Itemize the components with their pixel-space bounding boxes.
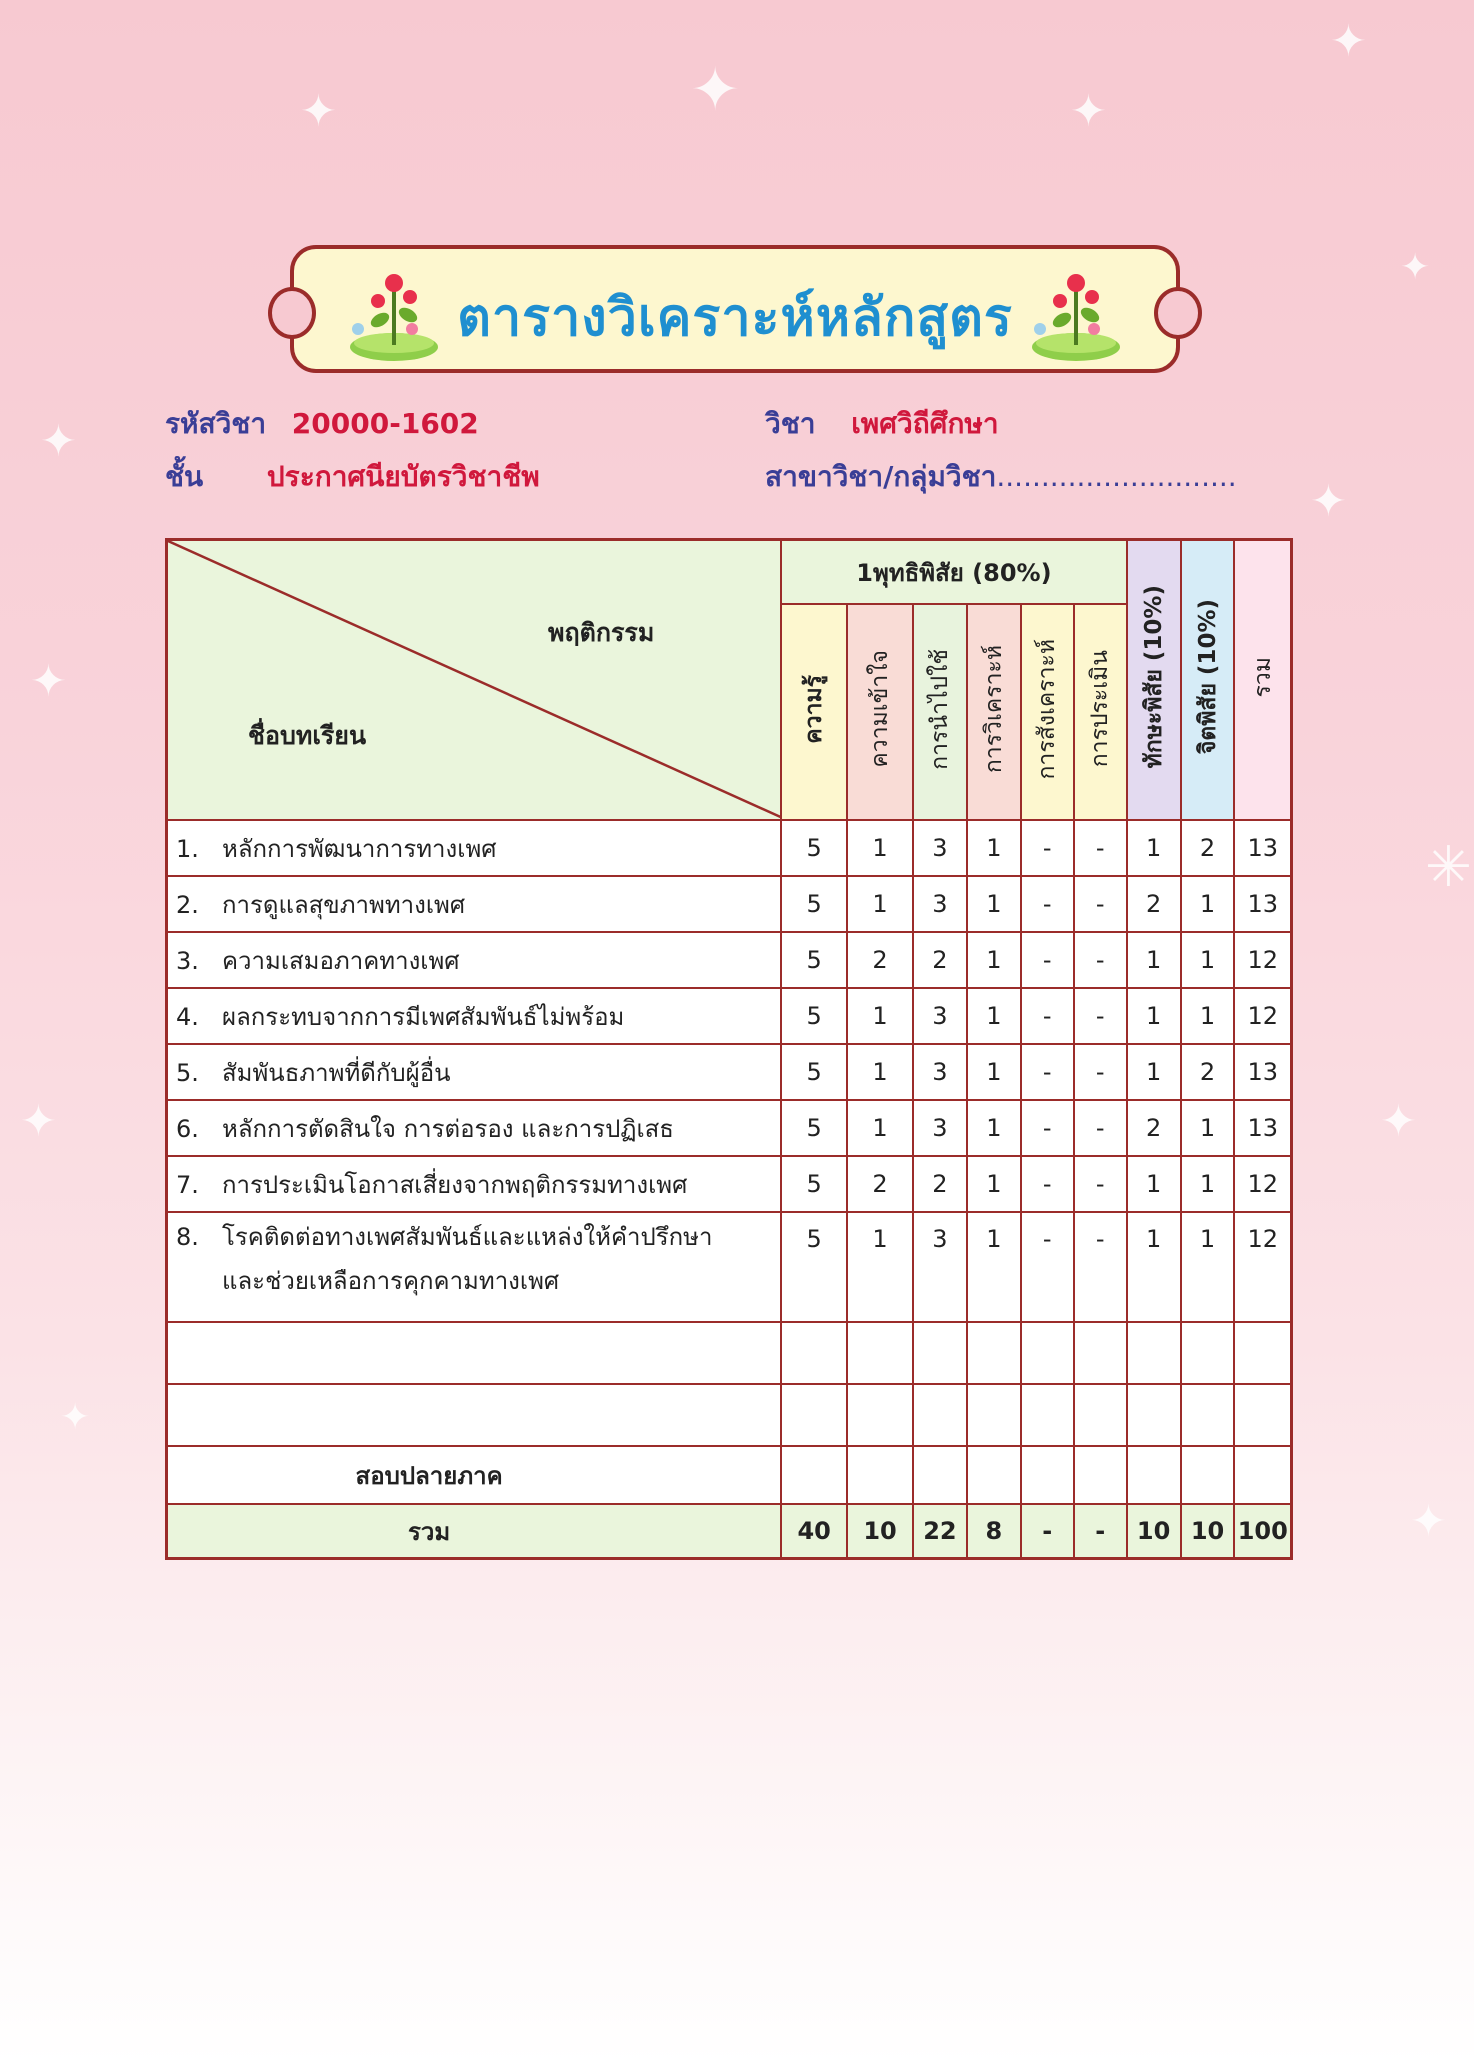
lesson-title-cell — [167, 876, 782, 932]
table-row — [167, 876, 1292, 932]
score-cell: 1 — [847, 988, 913, 1044]
table-row — [167, 1384, 1292, 1446]
score-cell: 2 — [1181, 820, 1235, 876]
score-cell: 1 — [967, 1156, 1021, 1212]
lesson-number: 5. — [176, 1058, 199, 1087]
score-cell: 1 — [967, 1044, 1021, 1100]
score-cell: 13 — [1234, 820, 1291, 876]
sparkle-icon: ✦ — [20, 1096, 57, 1147]
total-cell: - — [1074, 1504, 1127, 1559]
lesson-title: โรคติดต่อทางเพศสัมพันธ์และแหล่งให้คำปรึกษา — [222, 1223, 713, 1251]
score-cell: 1 — [967, 876, 1021, 932]
sparkle-icon: ✦ — [40, 416, 77, 467]
score-cell: 12 — [1234, 932, 1291, 988]
col-header-understanding: ความเข้าใจ — [847, 604, 913, 820]
total-cell: 10 — [847, 1504, 913, 1559]
score-cell: 12 — [1234, 1212, 1291, 1322]
col-header-evaluation: การประเมิน — [1074, 604, 1127, 820]
score-cell: - — [1021, 820, 1074, 876]
score-cell: - — [1021, 988, 1074, 1044]
sparkle-icon: ✦ — [30, 656, 67, 707]
lesson-title: การประเมินโอกาสเสี่ยงจากพฤติกรรมทางเพศ — [222, 1170, 688, 1199]
score-cell: 12 — [1234, 1156, 1291, 1212]
score-cell: - — [1021, 876, 1074, 932]
title-banner — [290, 245, 1180, 373]
score-cell: 1 — [1127, 988, 1181, 1044]
score-cell: - — [1074, 876, 1127, 932]
score-cell: 3 — [913, 876, 967, 932]
score-cell: - — [1074, 932, 1127, 988]
table-row — [167, 1156, 1292, 1212]
lesson-title-cell — [167, 1156, 782, 1212]
corner-header-cell — [167, 540, 782, 821]
lesson-title-cell — [167, 1100, 782, 1156]
score-cell: 1 — [967, 932, 1021, 988]
col-header-application: การนำไปใช้ — [913, 604, 967, 820]
score-cell: - — [1074, 820, 1127, 876]
score-cell: - — [1074, 1156, 1127, 1212]
table-row — [167, 1322, 1292, 1384]
score-cell: 13 — [1234, 876, 1291, 932]
lesson-title-cell — [167, 932, 782, 988]
score-cell: 3 — [913, 988, 967, 1044]
lesson-title: สัมพันธภาพที่ดีกับผู้อื่น — [222, 1058, 451, 1087]
total-cell: 8 — [967, 1504, 1021, 1559]
final-exam-label: สอบปลายภาค — [167, 1446, 782, 1504]
score-cell: 1 — [1127, 820, 1181, 876]
score-cell: 5 — [781, 876, 847, 932]
score-cell: 1 — [1127, 1044, 1181, 1100]
score-cell: - — [1074, 1212, 1127, 1322]
subject-label: วิชา — [765, 407, 816, 440]
score-cell: 5 — [781, 1156, 847, 1212]
table-row — [167, 1044, 1292, 1100]
score-cell: 1 — [1181, 1156, 1235, 1212]
branch-label: สาขาวิชา/กลุ่มวิชา — [765, 460, 997, 493]
score-cell: 3 — [913, 1100, 967, 1156]
score-cell: 1 — [847, 1212, 913, 1322]
score-cell: 1 — [967, 820, 1021, 876]
sparkle-icon: ✦ — [300, 86, 337, 137]
total-cell: 100 — [1234, 1504, 1291, 1559]
score-cell: 1 — [967, 1100, 1021, 1156]
score-cell: 1 — [847, 820, 913, 876]
score-cell: 1 — [1181, 1100, 1235, 1156]
total-cell: 40 — [781, 1504, 847, 1559]
score-cell: - — [1021, 1044, 1074, 1100]
sparkle-icon: ✦ — [1310, 476, 1347, 527]
score-cell: 5 — [781, 1212, 847, 1322]
score-cell: 2 — [847, 1156, 913, 1212]
score-cell: - — [1074, 988, 1127, 1044]
lesson-number: 6. — [176, 1114, 199, 1143]
col-header-affective: จิตพิสัย (10%) — [1181, 540, 1235, 821]
score-cell: 1 — [1127, 932, 1181, 988]
score-cell: - — [1021, 1100, 1074, 1156]
score-cell: 2 — [1127, 1100, 1181, 1156]
score-cell: - — [1021, 932, 1074, 988]
score-cell: 5 — [781, 1044, 847, 1100]
sparkle-icon: ✳ — [1425, 835, 1472, 900]
col-header-total: รวม — [1234, 540, 1291, 821]
table-row — [167, 1100, 1292, 1156]
branch — [765, 455, 1237, 499]
table-row-final-exam — [167, 1446, 1292, 1504]
lesson-title-cell — [167, 1212, 782, 1322]
lesson-title: ผลกระทบจากการมีเพศสัมพันธ์ไม่พร้อม — [222, 1002, 625, 1031]
cognitive-group-header: 1พุทธิพิสัย (80%) — [781, 540, 1126, 605]
total-cell: 10 — [1181, 1504, 1235, 1559]
score-cell: 5 — [781, 1100, 847, 1156]
level-label: ชั้น — [165, 460, 204, 493]
level — [165, 455, 540, 499]
col-header-psychomotor: ทักษะพิสัย (10%) — [1127, 540, 1181, 821]
score-cell: 2 — [1127, 876, 1181, 932]
score-cell: 1 — [1181, 1212, 1235, 1322]
total-cell: 22 — [913, 1504, 967, 1559]
lesson-number: 8. — [176, 1223, 199, 1251]
score-cell: 13 — [1234, 1044, 1291, 1100]
score-cell: 1 — [847, 1044, 913, 1100]
score-cell: 3 — [913, 1212, 967, 1322]
curriculum-analysis-table — [165, 538, 1293, 1560]
lesson-title-cell — [167, 820, 782, 876]
lesson-number: 4. — [176, 1002, 199, 1031]
score-cell: 1 — [847, 1100, 913, 1156]
score-cell: 1 — [847, 876, 913, 932]
score-cell: 1 — [1127, 1212, 1181, 1322]
lesson-title-line2: และช่วยเหลือการคุกคามทางเพศ — [222, 1267, 560, 1295]
score-cell: 1 — [1181, 876, 1235, 932]
col-header-knowledge: ความรู้ — [781, 604, 847, 820]
subject — [765, 402, 999, 446]
sparkle-icon: ✦ — [1410, 1496, 1447, 1547]
sparkle-icon: ✦ — [60, 1397, 91, 1438]
score-cell: 1 — [967, 1212, 1021, 1322]
lesson-name-header: ชื่อบทเรียน — [248, 721, 367, 750]
col-header-analysis: การวิเคราะห์ — [967, 604, 1021, 820]
course-code-value: 20000-1602 — [291, 407, 479, 440]
level-value: ประกาศนียบัตรวิชาชีพ — [266, 460, 540, 493]
sparkle-icon: ✦ — [1380, 1096, 1417, 1147]
total-label: รวม — [167, 1504, 782, 1559]
table-row-total — [167, 1504, 1292, 1559]
score-cell: 1 — [967, 988, 1021, 1044]
score-cell: 1 — [1181, 988, 1235, 1044]
lesson-number: 2. — [176, 890, 199, 919]
table-row — [167, 988, 1292, 1044]
score-cell: 13 — [1234, 1100, 1291, 1156]
score-cell: 3 — [913, 1044, 967, 1100]
sparkle-icon: ✦ — [1400, 247, 1431, 288]
lesson-number: 3. — [176, 946, 199, 975]
flower-plant-icon — [1026, 265, 1126, 365]
course-code — [165, 402, 479, 446]
page-title: ตารางวิเคราะห์หลักสูตร — [457, 288, 1013, 348]
score-cell: 5 — [781, 932, 847, 988]
lesson-title: หลักการตัดสินใจ การต่อรอง และการปฏิเสธ — [222, 1114, 674, 1143]
score-cell: 2 — [847, 932, 913, 988]
lesson-number: 7. — [176, 1170, 199, 1199]
course-code-label: รหัสวิชา — [165, 407, 267, 440]
table-row — [167, 932, 1292, 988]
score-cell: 1 — [1127, 1156, 1181, 1212]
score-cell: - — [1074, 1044, 1127, 1100]
score-cell: 5 — [781, 988, 847, 1044]
total-cell: 10 — [1127, 1504, 1181, 1559]
score-cell: - — [1021, 1212, 1074, 1322]
sparkle-icon: ✦ — [1330, 16, 1367, 67]
sparkle-icon: ✦ — [1070, 86, 1107, 137]
score-cell: 3 — [913, 820, 967, 876]
lesson-title-cell — [167, 1044, 782, 1100]
lesson-title-cell — [167, 988, 782, 1044]
lesson-number: 1. — [176, 834, 199, 863]
table-row — [167, 820, 1292, 876]
col-header-synthesis: การสังเคราะห์ — [1021, 604, 1074, 820]
score-cell: - — [1074, 1100, 1127, 1156]
score-cell: - — [1021, 1156, 1074, 1212]
score-cell: 1 — [1181, 932, 1235, 988]
diagonal-line — [168, 541, 785, 819]
table-row — [167, 1212, 1292, 1322]
sparkle-icon: ✦ — [690, 55, 741, 125]
score-cell: 12 — [1234, 988, 1291, 1044]
behavior-header: พฤติกรรม — [548, 618, 655, 647]
score-cell: 5 — [781, 820, 847, 876]
lesson-title: การดูแลสุขภาพทางเพศ — [222, 890, 466, 919]
lesson-title: หลักการพัฒนาการทางเพศ — [222, 834, 497, 863]
score-cell: 2 — [913, 932, 967, 988]
score-cell: 2 — [1181, 1044, 1235, 1100]
total-cell: - — [1021, 1504, 1074, 1559]
lesson-title: ความเสมอภาคทางเพศ — [222, 946, 460, 975]
score-cell: 2 — [913, 1156, 967, 1212]
branch-value: ........................... — [996, 460, 1237, 493]
subject-value: เพศวิถีศึกษา — [851, 407, 999, 440]
